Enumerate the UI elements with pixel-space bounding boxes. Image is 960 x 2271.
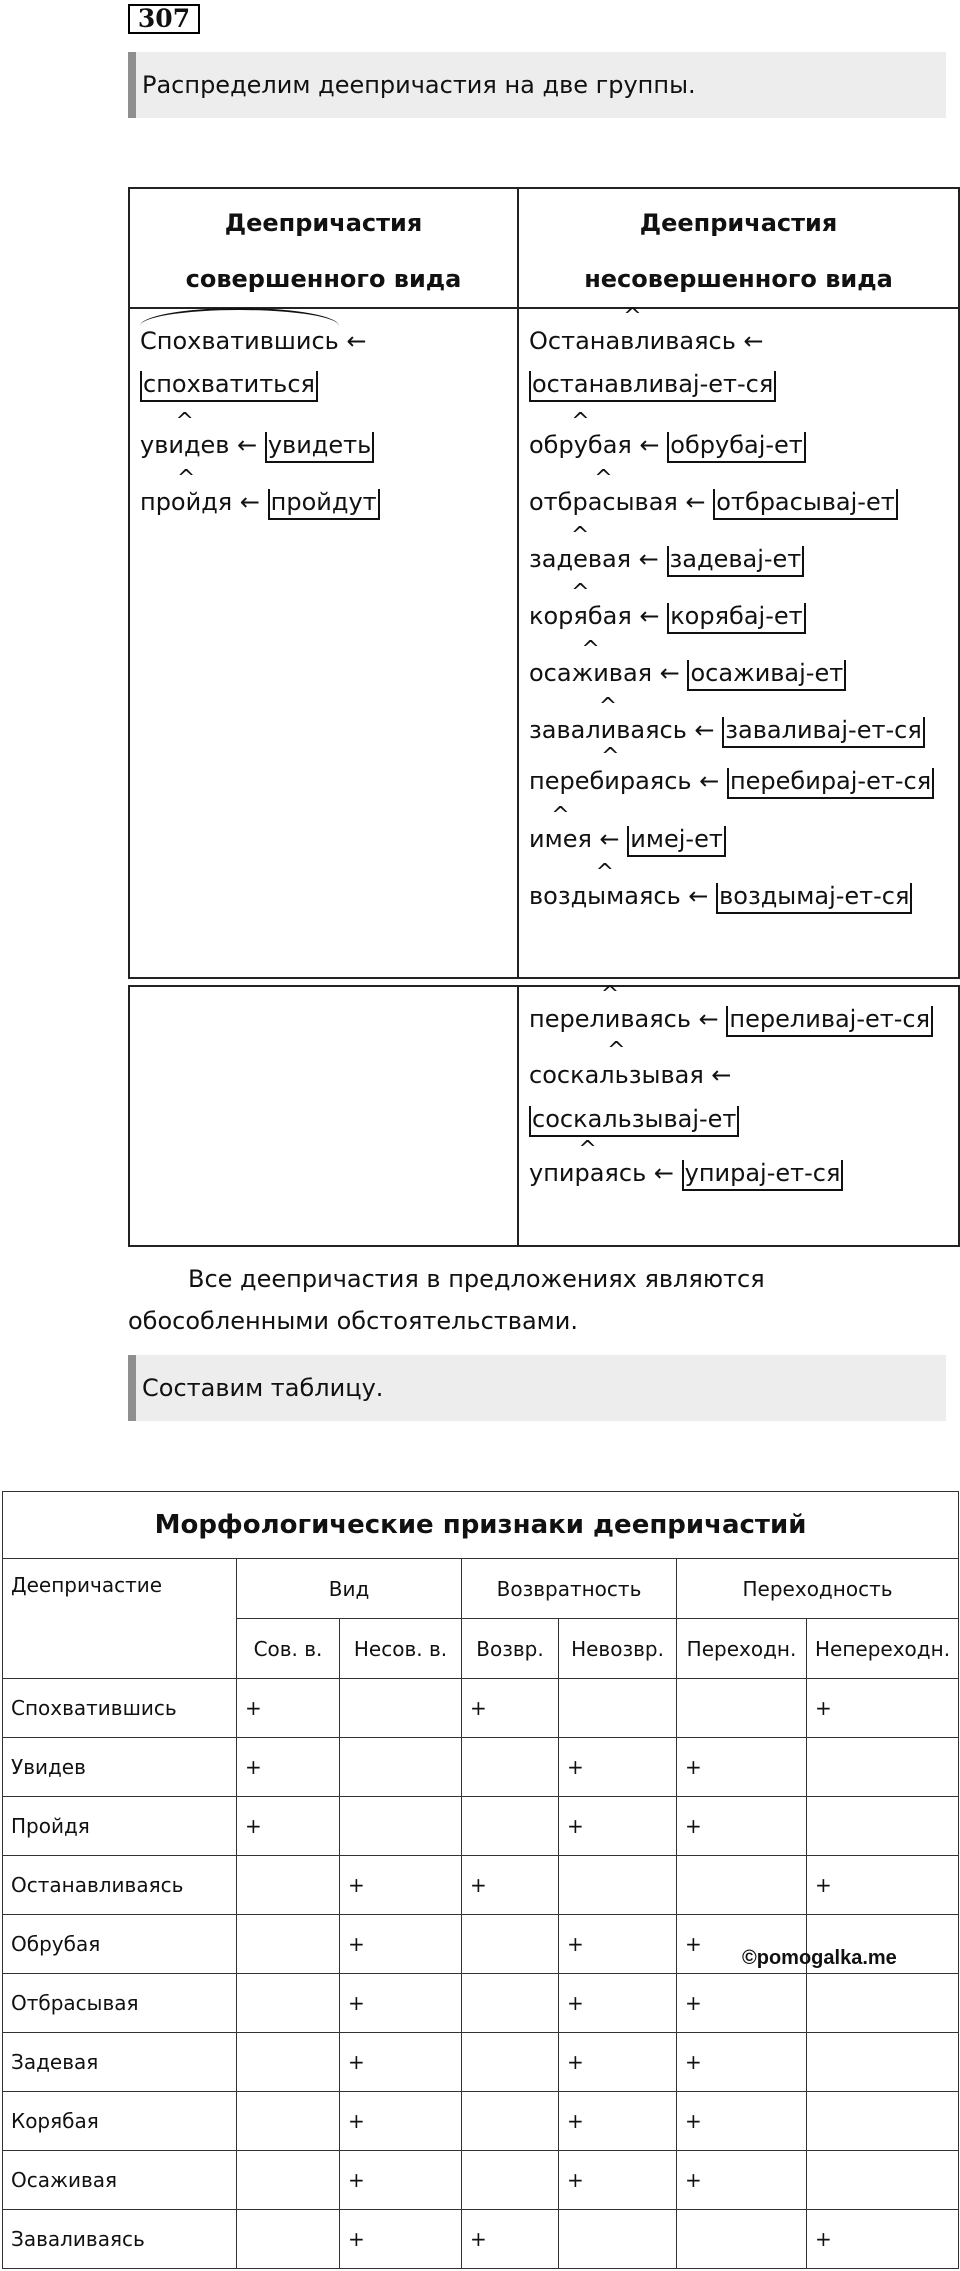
group-reflexivity-header: Возвратность	[462, 1559, 677, 1619]
feature-cell: +	[237, 1738, 340, 1797]
subcol-header: Возвр.	[462, 1619, 559, 1679]
feature-cell	[237, 2210, 340, 2269]
feature-cell	[237, 1915, 340, 1974]
table-row	[3, 2092, 959, 2151]
row-word: Осаживая	[3, 2151, 237, 2210]
subcol-header: Невозвр.	[559, 1619, 677, 1679]
arrow-icon: ←	[639, 602, 660, 630]
perfective-cell	[129, 308, 518, 978]
table-row	[3, 1797, 959, 1856]
imperfective-entry: переливаясь ^ ← переливај-ет-ся	[529, 997, 948, 1041]
row-word: Задевая	[3, 2033, 237, 2092]
feature-cell	[462, 1738, 559, 1797]
entry-word: Останавливаясь ^	[529, 319, 736, 363]
imperfective-entry	[529, 319, 948, 363]
feature-cell: +	[237, 1797, 340, 1856]
row-word: Корябая	[3, 2092, 237, 2151]
conclusion-paragraph: Все деепричастия в предложениях являются обособленными обстоятельствами.	[128, 1265, 765, 1335]
feature-cell: +	[677, 1915, 807, 1974]
morph-table-title: Морфологические признаки деепричастий	[3, 1492, 959, 1559]
imperfective-entry: воздымаясь ^ ← воздымај-ет-ся	[529, 868, 948, 925]
subcol-header: Переходн.	[677, 1619, 807, 1679]
perfective-header: Деепричастия совершенного вида	[129, 188, 518, 308]
arrow-icon: ←	[699, 767, 720, 795]
arrow-icon: ←	[698, 1005, 719, 1033]
imperfective-header: Деепричастия несовершенного вида	[518, 188, 959, 308]
feature-cell: +	[340, 2092, 462, 2151]
feature-cell	[462, 1797, 559, 1856]
intro-callout: Распределим деепричастия на две группы.	[128, 52, 946, 118]
feature-cell	[677, 1679, 807, 1738]
feature-cell: +	[807, 1856, 959, 1915]
arrow-icon: ←	[239, 488, 260, 516]
group-aspect-header: Вид	[237, 1559, 462, 1619]
perfective-entry	[140, 474, 507, 531]
feature-cell: +	[340, 2210, 462, 2269]
imperfective-entry: заваливаясь ^ ← заваливај-ет-ся	[529, 702, 948, 759]
feature-cell: +	[559, 2092, 677, 2151]
imperfective-entry: перебираясь ^ ← перебирај-ет-ся	[529, 759, 948, 803]
feature-cell	[237, 2092, 340, 2151]
groups-table-header	[129, 188, 959, 308]
feature-cell	[462, 1915, 559, 1974]
groups-table	[128, 187, 960, 979]
feature-cell	[462, 2151, 559, 2210]
imperfective-entry: упираясь ^ ← упирај-ет-ся	[529, 1145, 948, 1202]
feature-cell	[807, 1738, 959, 1797]
table-row	[3, 2151, 959, 2210]
feature-cell	[807, 1797, 959, 1856]
table-row	[3, 2033, 959, 2092]
row-word: Спохватившись	[3, 1679, 237, 1738]
row-word: Пройдя	[3, 1797, 237, 1856]
table-row	[3, 2210, 959, 2269]
arrow-icon: ←	[346, 327, 367, 355]
table-row	[3, 1679, 959, 1738]
imperfective-cell	[518, 308, 959, 978]
feature-cell: +	[559, 1915, 677, 1974]
row-word: Отбрасывая	[3, 1974, 237, 2033]
feature-cell	[807, 2151, 959, 2210]
arrow-icon: ←	[711, 1061, 732, 1089]
feature-cell	[807, 2092, 959, 2151]
feature-cell	[237, 2151, 340, 2210]
watermark: ©pomogalka.me	[742, 1947, 897, 1969]
subcol-header: Сов. в.	[237, 1619, 340, 1679]
feature-cell: +	[559, 1974, 677, 2033]
row-word: Увидев	[3, 1738, 237, 1797]
feature-cell	[677, 2210, 807, 2269]
entry-source: останавливај-ет-ся	[529, 363, 948, 405]
feature-cell: +	[559, 1797, 677, 1856]
feature-cell: +	[677, 1974, 807, 2033]
row-word: Обрубая	[3, 1915, 237, 1974]
feature-cell: +	[677, 2151, 807, 2210]
arrow-icon: ←	[659, 659, 680, 687]
perfective-entry	[140, 319, 507, 363]
arrow-icon: ←	[599, 825, 620, 853]
feature-cell	[462, 1974, 559, 2033]
group-transitivity-header: Переходность	[677, 1559, 959, 1619]
table-callout: Составим таблицу.	[128, 1355, 946, 1421]
feature-cell	[677, 1856, 807, 1915]
feature-cell: +	[677, 1797, 807, 1856]
feature-cell: +	[462, 2210, 559, 2269]
groups-table-body	[129, 308, 959, 978]
arrow-icon: ←	[639, 431, 660, 459]
feature-cell	[237, 1974, 340, 2033]
task-number: 307	[128, 4, 200, 34]
col-word-header: Деепричастие	[3, 1559, 237, 1679]
feature-cell: +	[340, 1915, 462, 1974]
feature-cell: +	[340, 1856, 462, 1915]
feature-cell	[807, 2033, 959, 2092]
imperfective-entry: соскальзывая ^ ← соскальзывај-ет	[529, 1053, 948, 1141]
feature-cell: +	[559, 2151, 677, 2210]
feature-cell	[340, 1738, 462, 1797]
entry-source: спохватиться	[140, 363, 507, 405]
feature-cell: +	[677, 2033, 807, 2092]
arrow-icon: ←	[685, 488, 706, 516]
feature-cell	[462, 2033, 559, 2092]
feature-cell	[559, 2210, 677, 2269]
feature-cell	[559, 1856, 677, 1915]
empty-perfective-cell	[129, 986, 518, 1246]
imperfective-cont-cell	[518, 986, 959, 1246]
imperfective-entry: отбрасывая ^ ← отбрасывај-ет	[529, 474, 948, 531]
feature-cell	[559, 1679, 677, 1738]
entry-source: пройдут	[268, 489, 380, 520]
subcol-header: Несов. в.	[340, 1619, 462, 1679]
entry-word: Спохватившись	[140, 319, 339, 363]
feature-cell	[340, 1797, 462, 1856]
table-row	[3, 1974, 959, 2033]
arrow-icon: ←	[688, 882, 709, 910]
imperfective-entry: корябая ^ ← корябај-ет	[529, 588, 948, 645]
imperfective-entry: обрубая ^ ← обрубај-ет	[529, 417, 948, 474]
imperfective-entry: задевая ^ ← задевај-ет	[529, 531, 948, 588]
feature-cell: +	[340, 2033, 462, 2092]
feature-cell: +	[677, 2092, 807, 2151]
feature-cell: +	[462, 1856, 559, 1915]
feature-cell	[237, 2033, 340, 2092]
feature-cell: +	[462, 1679, 559, 1738]
groups-table-continued-row	[129, 986, 959, 1246]
row-word: Останавливаясь	[3, 1856, 237, 1915]
feature-cell: +	[559, 2033, 677, 2092]
feature-cell	[807, 1974, 959, 2033]
feature-cell: +	[677, 1738, 807, 1797]
entry-word: пройдя ^	[140, 474, 232, 531]
arrow-icon: ←	[653, 1159, 674, 1187]
feature-cell: +	[807, 1679, 959, 1738]
subcol-header: Непереходн.	[807, 1619, 959, 1679]
imperfective-entry: осаживая ^ ← осаживај-ет	[529, 645, 948, 702]
feature-cell: +	[340, 1974, 462, 2033]
feature-cell: +	[559, 1738, 677, 1797]
entry-source: увидеть	[265, 432, 374, 463]
arrow-icon: ←	[694, 716, 715, 744]
row-word: Заваливаясь	[3, 2210, 237, 2269]
table-row	[3, 1856, 959, 1915]
entry-word: увидев ^	[140, 417, 229, 474]
feature-cell	[340, 1679, 462, 1738]
arrow-icon: ←	[237, 431, 258, 459]
feature-cell: +	[807, 2210, 959, 2269]
arrow-icon: ←	[638, 545, 659, 573]
feature-cell: +	[237, 1679, 340, 1738]
morph-table	[2, 1491, 959, 2269]
groups-table-continued	[128, 985, 960, 1247]
feature-cell	[237, 1856, 340, 1915]
feature-cell	[462, 2092, 559, 2151]
table-row	[3, 1738, 959, 1797]
arrow-icon: ←	[743, 327, 764, 355]
feature-cell: +	[340, 2151, 462, 2210]
imperfective-entry: имея ^ ← имеј-ет	[529, 811, 948, 868]
